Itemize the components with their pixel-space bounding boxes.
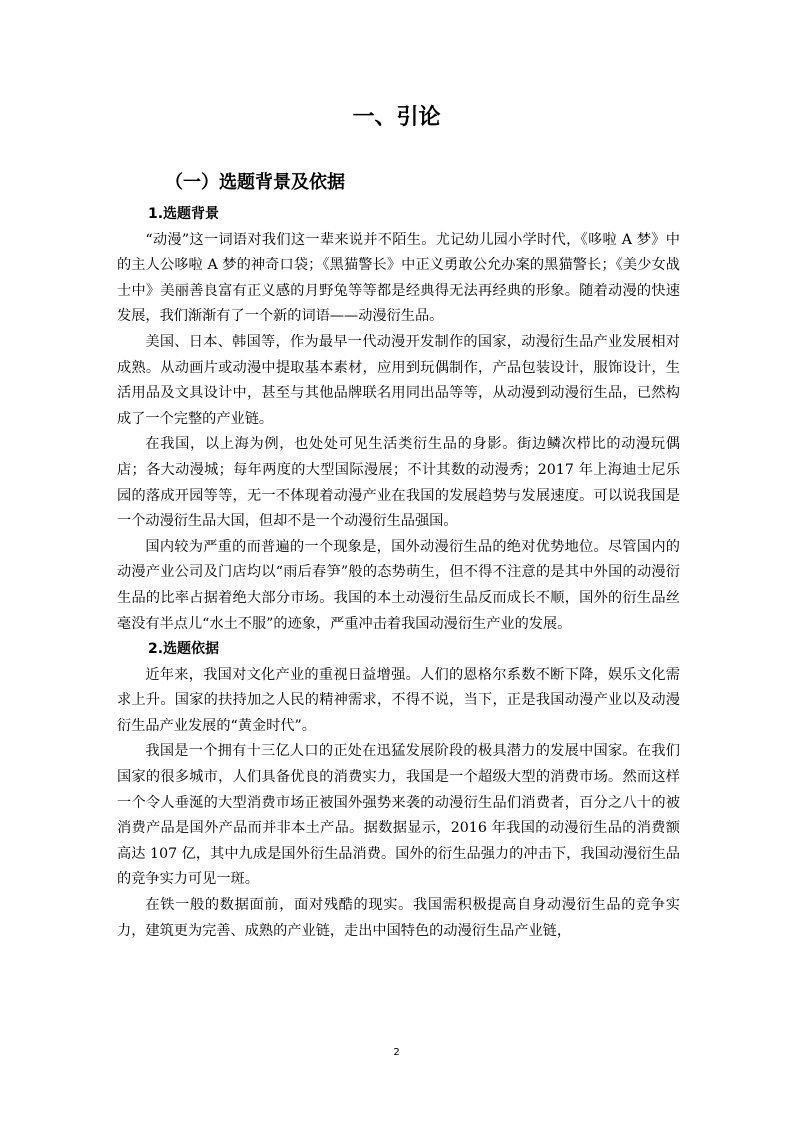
- paragraph: 国内较为严重的而普遍的一个现象是，国外动漫衍生品的绝对优势地位。尽管国内的动漫产业公司及门店均以“雨后春笋”般的态势萌生，但不得不注意的是其中外国的动漫衍生品的比率占据着绝大部分市场。我国的本土动漫衍生品反而成长不顺，国外的衍生品丝毫没有半点儿“水土不服”的迹象，严重冲击着我国动漫衍生产业的发展。: [117, 538, 680, 632]
- subsection-heading-basis: 2.选题依据: [148, 641, 220, 658]
- paragraph: 在我国，以上海为例，也处处可见生活类衍生品的身影。街边鳞次栉比的动漫玩偶店；各大动漫城；每年两度的大型国际漫展；不计其数的动漫秀；2017 年上海迪士尼乐园的落成开园等等，无一不体现着动漫产业在我国的发展趋势与发展速度。可以说我国是一个动漫衍生品大国，但却不是一个动漫衍生品强国。: [117, 436, 680, 530]
- page-number: 2: [393, 1047, 400, 1058]
- paragraph: 美国、日本、韩国等，作为最早一代动漫开发制作的国家，动漫衍生品产业发展相对成熟。从动画片或动漫中提取基本素材，应用到玩偶制作，产品包装设计，服饰设计，生活用品及文具设计中，甚至与其他品牌联名用同出品等等，从动漫到动漫衍生品，已然构成了一个完整的产业链。: [117, 333, 680, 427]
- paragraph: 在铁一般的数据面前，面对残酷的现实。我国需积极提高自身动漫衍生品的竞争实力，建筑更为完善、成熟的产业链，走出中国特色的动漫衍生品产业链，: [117, 897, 680, 939]
- chapter-title: 一、引论: [352, 105, 441, 130]
- section-heading: （一）选题背景及依据: [165, 172, 345, 193]
- body-text: [117, 202, 680, 944]
- subsection-heading-background: 1.选题背景: [148, 206, 220, 222]
- paragraph: “动漫”这一词语对我们这一辈来说并不陌生。尤记幼儿园小学时代，《哆啦 A 梦》中的主人公哆啦 A 梦的神奇口袋；《黑猫警长》中正义勇敢公允办案的黑猫警长；《美少女战士中》美丽善良富有正义感的月野兔等等都是经典得无法再经典的形象。随着动漫的快速发展，我们渐渐有了一个新的词语——动漫衍生品。: [117, 231, 680, 325]
- paragraph: 我国是一个拥有十三亿人口的正处在迅猛发展阶段的极具潜力的发展中国家。在我们国家的很多城市，人们具备优良的消费实力，我国是一个超级大型的消费市场。然而这样一个令人垂涎的大型消费市场正被国外强势来袭的动漫衍生品们消费者，百分之八十的被消费产品是国外产品而并非本土产品。据数据显示，2016 年我国的动漫衍生品的消费额高达 107 亿，其中九成是国外衍生品消费。国外的衍生品强力的冲击下，我国动漫衍生品的竞争实力可见一斑。: [117, 743, 680, 888]
- paragraph: 近年来，我国对文化产业的重视日益增强。人们的恩格尔系数不断下降，娱乐文化需求上升。国家的扶持加之人民的精神需求，不得不说，当下，正是我国动漫产业以及动漫衍生品产业发展的“黄金时代”。: [117, 666, 680, 734]
